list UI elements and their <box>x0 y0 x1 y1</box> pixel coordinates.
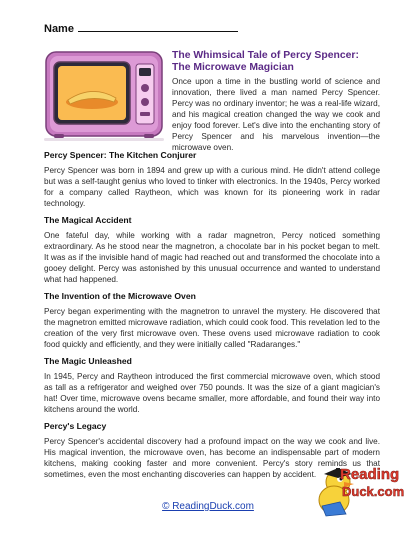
name-label: Name <box>44 23 74 35</box>
section-body-magic-unleashed: In 1945, Percy and Raytheon introduced the first commercial microwave oven, which stood as tall as a refrigerator and weighed over 750 pounds. It was the size of a giant magician's hat! Over time, microwave ovens became smaller, more affordable, and found their way into kitchens around the world. <box>44 372 380 414</box>
section-heading-magical-accident: The Magical Accident <box>44 215 132 225</box>
readingduck-link[interactable]: © ReadingDuck.com <box>162 501 254 512</box>
section-heading-invention: The Invention of the Microwave Oven <box>44 291 196 301</box>
name-field-line <box>44 22 238 35</box>
readingduck-logo-text <box>340 462 405 506</box>
section-body-invention: Percy began experimenting with the magnetron to unravel the mystery. He discovered that the magnetron emitted microwave radiation, which could cook food. This revelation led to the creation of the very first microwave oven. These ovens used microwave radiation to cook food quickly and efficiently, and they were initially called "Radaranges." <box>44 307 380 349</box>
section-body-magical-accident: One fateful day, while working with a radar magnetron, Percy noticed something extraordinary. As he stood near the magnetron, a chocolate bar in his pocket began to melt. It was as if the invisible hand of magic had reached out and transformed the chocolate into a gooey delight. Percy was astonished by this unusual occurrence and wanted to understand what had happened. <box>44 231 380 284</box>
logo-text-bottom: Duck.com <box>342 484 405 499</box>
logo-text-top: Reading <box>340 466 400 483</box>
name-blank[interactable] <box>78 22 238 32</box>
section-heading-kitchen-conjurer: Percy Spencer: The Kitchen Conjurer <box>44 150 197 160</box>
microwave-oven-illustration <box>40 46 168 142</box>
article-content <box>44 150 380 486</box>
section-body-legacy: Percy Spencer's accidental discovery had a profound impact on the way we cook and live. His magical invention, the microwave oven, has become an indispensable part of modern kitchens, making cooking faster and more convenient. Percy's story reminds us that sometimes, even the most enchanting discoveries can happen by accident. <box>44 437 380 479</box>
section-heading-magic-unleashed: The Magic Unleashed <box>44 356 132 366</box>
section-body-kitchen-conjurer: Percy Spencer was born in 1894 and grew up with a curious mind. He didn't attend college but was a self-taught genius who loved to tinker with electronics. In the 1940s, Percy worked for a company called Raytheon, which was known for its pioneering work in radar technology. <box>44 166 380 208</box>
section-heading-legacy: Percy's Legacy <box>44 421 107 431</box>
article-title: The Whimsical Tale of Percy Spencer: The Microwave Magician <box>172 50 359 73</box>
article-intro: Once upon a time in the bustling world of science and innovation, there lived a man named Percy Spencer. Percy was no ordinary inventor; he was a real-life wizard, and his magical creation changed the way we cook and enjoy food forever. Let's dive into the enchanting story of Percy Spencer and his marvelous invention—the microwave oven. <box>172 77 380 152</box>
